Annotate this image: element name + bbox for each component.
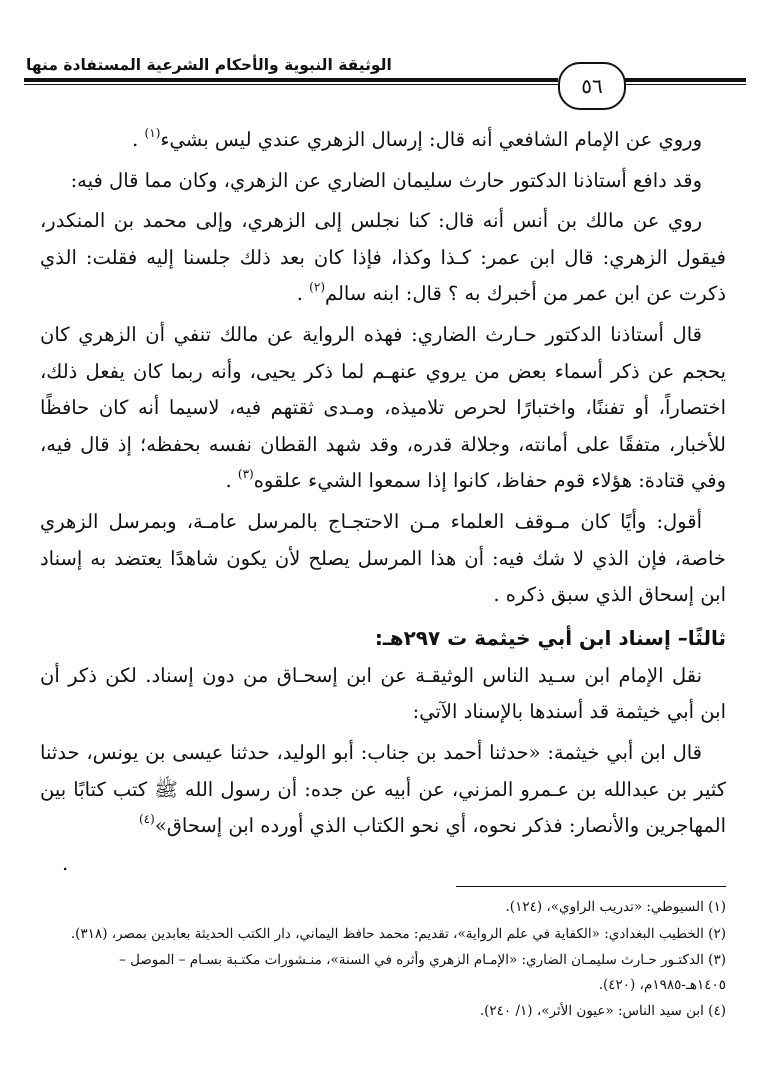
footnote: (٢) الخطيب البغدادي: «الكفاية في علم الرواية»، تقديم: محمد حافظ اليماني، دار الكتب الحديثة بعابدين بمصر، (٣١٨).	[70, 925, 726, 942]
footnote-ref: (٣)	[237, 467, 254, 482]
header-rule-right	[622, 78, 746, 82]
header-rule-left	[24, 78, 558, 82]
header-rule-right-thin	[622, 84, 746, 85]
footnote-separator	[456, 886, 726, 887]
footnote-ref: (٤)	[138, 812, 155, 827]
page-number: ٥٦	[558, 62, 626, 110]
paragraph: نقل الإمام ابن سـيد الناس الوثيقـة عن ابن إسحـاق من دون إسناد. لكن ذكر أن ابن أبي خيثمة قد أسندها بالإسناد الآتي:	[40, 663, 726, 724]
footnote-ref: (٢)	[309, 280, 325, 295]
trailing-mark: .	[62, 850, 69, 875]
paragraph: أقول: وأيًا كان مـوقف العلماء مـن الاحتجـاج بالمرسل عامـة، وبمرسل الزهري خاصة، فإن الذي لا شك فيه: أن هذا المرسل يصلح لأن يكون شاهدًا يعتضد به إسناد ابن إسحاق الذي سبق ذكره .	[40, 509, 726, 607]
footnote-ref: (١)	[144, 126, 161, 140]
footnote: (٣) الدكتـور حـارث سليمـان الضاري: «الإمـام الزهري وأثره في السنة»، منـشورات مكتـبة بسـام – الموصل – ١٤٠٥هـ-١٩٨٥م، (٤٢٠).	[119, 952, 726, 993]
running-title: الوثيقة النبوية والأحكام الشرعية المستفادة منها	[26, 56, 392, 74]
footnotes	[40, 895, 726, 1026]
section-heading: ثالثًا– إسناد ابن أبي خيثمة ت ٢٩٧هـ:	[374, 625, 726, 650]
main-text	[40, 122, 726, 879]
footnote: (٤) ابن سيد الناس: «عيون الأثر»، (١/ ٢٤٠).	[479, 1003, 726, 1019]
paragraph: قال أستاذنا الدكتور حـارث الضاري: فهذه الرواية عن مالك تنفي أن الزهري كان يحجم عن ذكر أسماء بعض من يروي عنهـم لما ذكر يحيى، وأنه ربما كان يفعل ذلك، اختصاراً، أو تفننًا، واختبارًا لحرص تلاميذه، ومـدى ثقتهم فيه، لاسيما أنه كان حافظًا للأخبار، متفقًا على أمانته، وجلالة قدره، وقد شهد القطان نفسه بحفظه؛ إذ قال فيه، وفي قتادة: هؤلاء قوم حفاظ، كانوا إذا سمعوا الشيء علقوه$^{(٣)}$ .	[40, 322, 726, 493]
page-header	[0, 48, 768, 118]
paragraph: روي عن مالك بن أنس أنه قال: كنا نجلس إلى الزهري، وإلى محمد بن المنكدر، فيقول الزهري: قال ابن عمر: كـذا وكذا، فإذا كان بعد ذلك جلسنا إليه فقلت: الذي ذكرت عن ابن عمر من أخبرك به ؟ قال: ابنه سالم$^{(٢)}$ .	[40, 209, 726, 306]
paragraph: قال ابن أبي خيثمة: «حدثنا أحمد بن جناب: أبو الوليد، حدثنا عيسى بن يونس، حدثنا كثير بن عبدالله بن عـمرو المزني، عن أبيه عن جده: أن رسول الله ﷺ كتب كتابًا بين المهاجرين والأنصار: فذكر نحوه، أي نحو الكتاب الذي أورده ابن إسحاق»$^{(٤)}$	[40, 740, 726, 838]
paragraph: وروي عن الإمام الشافعي أنه قال: إرسال الزهري عندي ليس بشيء$^{(١)}$ .	[132, 126, 702, 151]
footnote: (١) السيوطي: «تدريب الراوي»، (١٢٤).	[505, 899, 726, 915]
paragraph: وقد دافع أستاذنا الدكتور حارث سليمان الضاري عن الزهري، وكان مما قال فيه:	[70, 168, 702, 192]
header-rule-left-thin	[24, 84, 558, 85]
